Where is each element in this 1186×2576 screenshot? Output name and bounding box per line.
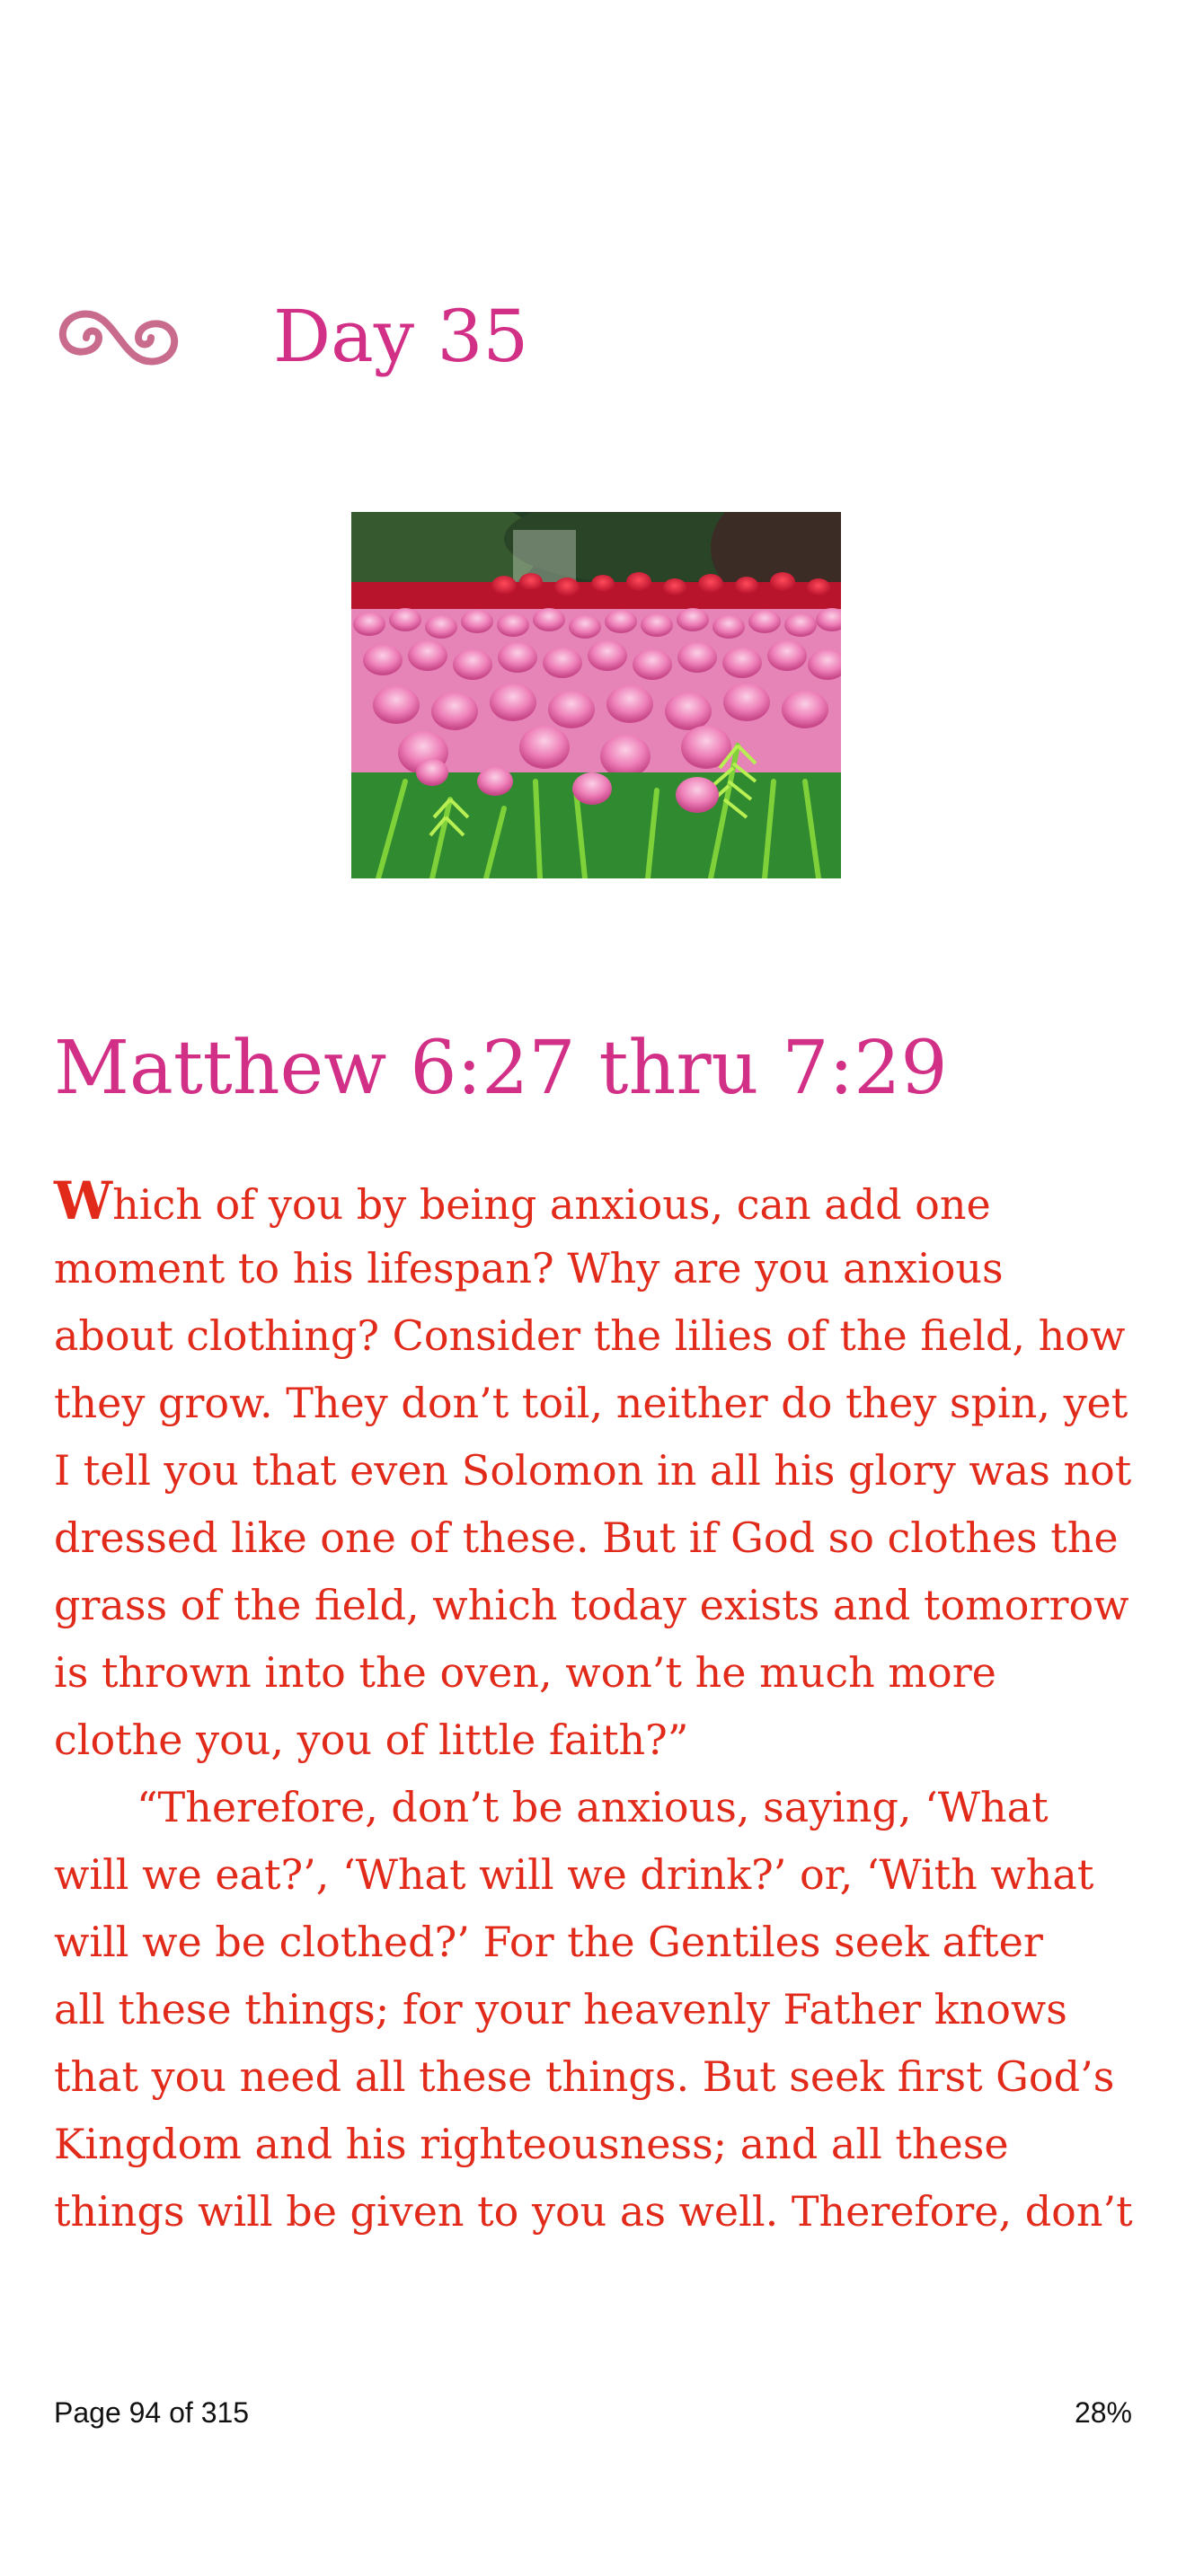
text-line: about clothing? Consider the lilies of the field, how [54, 1311, 1126, 1360]
text-line: all these things; for your heavenly Father knows [54, 1985, 1067, 2033]
swirl-ornament-icon [54, 305, 183, 370]
text-line: “Therefore, don’t be anxious, saying, ‘What [137, 1783, 1049, 1831]
text-line: things will be given to you as well. Therefore, don’t [54, 2187, 1133, 2236]
day-header [54, 287, 1132, 386]
text-line: is thrown into the oven, won’t he much more [54, 1648, 996, 1697]
text-line: Kingdom and his righteousness; and all these [54, 2120, 1009, 2168]
drop-cap: W [54, 1170, 113, 1231]
text-line: clothe you, you of little faith?” [54, 1716, 689, 1764]
progress-percent: 28% [1074, 2396, 1132, 2429]
text-line: they grow. They don’t toil, neither do they spin, yet [54, 1379, 1128, 1427]
passage-body[interactable] [54, 1168, 1141, 2245]
text-line: that you need all these things. But seek first God’s [54, 2052, 1115, 2101]
text-line: will we be clothed?’ For the Gentiles seek after [54, 1918, 1043, 1966]
text-line: dressed like one of these. But if God so clothes the [54, 1513, 1119, 1562]
text-line: will we eat?’, ‘What will we drink?’ or, ‘With what [54, 1850, 1094, 1899]
text-line: Which of you by being anxious, can add one [54, 1170, 991, 1231]
reader-footer [54, 2389, 1132, 2436]
day-title: Day 35 [273, 295, 529, 378]
text-line: grass of the field, which today exists and tomorrow [54, 1581, 1129, 1629]
text-line: I tell you that even Solomon in all his glory was not [54, 1446, 1132, 1495]
text-line: moment to his lifespan? Why are you anxious [54, 1244, 1004, 1292]
tulip-field-image [351, 512, 841, 878]
passage-title: Matthew 6:27 thru 7:29 [54, 1026, 948, 1111]
page-indicator: Page 94 of 315 [54, 2396, 250, 2429]
